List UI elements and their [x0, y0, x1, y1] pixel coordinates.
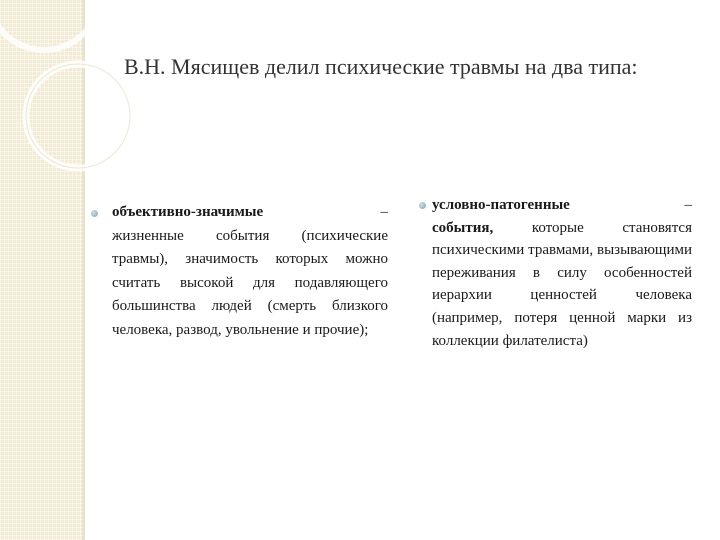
left-item-dash: – — [380, 204, 388, 220]
right-bullet-item — [432, 194, 692, 352]
left-item-term: объективно-значимые — [112, 204, 264, 220]
left-bullet-item — [96, 201, 388, 343]
left-item-body: жизненные события (психические травмы), значимость которых можно считать высокой для подавляющего большинства людей (смерть близкого человека, развод, увольнение и прочие); — [112, 227, 388, 338]
bullet-icon — [91, 210, 98, 217]
right-item-first-line — [432, 194, 692, 217]
decorative-circles — [0, 0, 160, 200]
left-item-first-line — [112, 201, 388, 225]
right-item-text — [432, 194, 692, 352]
left-item-text — [96, 201, 388, 343]
slide-title: В.Н. Мясищев делил психические травмы на два типа: — [124, 54, 638, 79]
right-item-dash: – — [684, 197, 692, 213]
right-item-term2: события, — [432, 219, 494, 236]
right-item-term: условно-патогенные — [432, 197, 570, 213]
right-item-body: которые становятся психическими травмами, вызывающими переживания в силу особенностей иерархии ценностей человека (например, потеря ценной марки из коллекции филателиста) — [432, 219, 692, 349]
bullet-icon — [419, 202, 426, 209]
